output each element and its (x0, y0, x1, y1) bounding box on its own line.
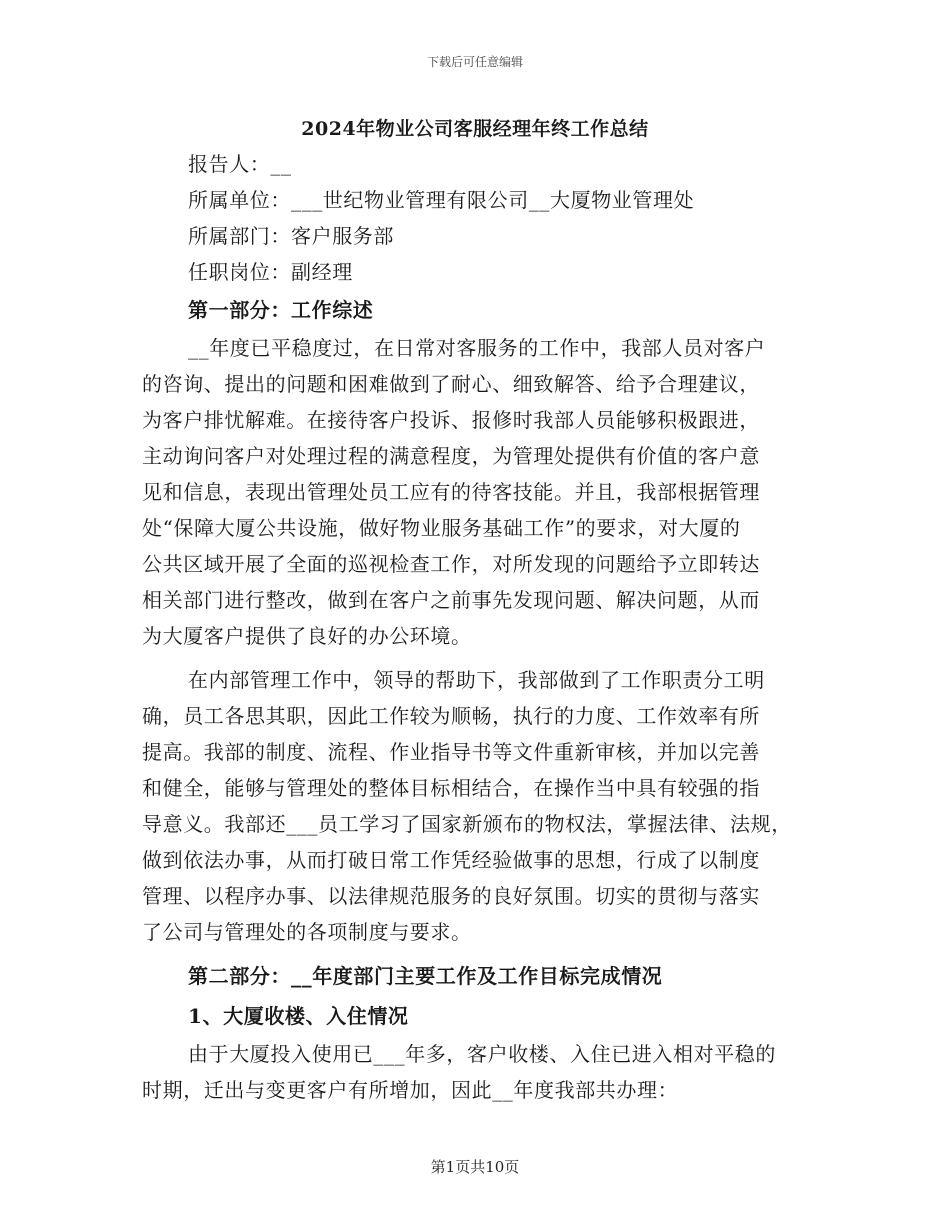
paragraph-line: 和健全，能够与管理处的整体目标相结合，在操作当中具有较强的指 (142, 776, 760, 800)
paragraph-line: 为客户排忧解难。在接待客户投诉、报修时我部人员能够积极跟进， (142, 408, 760, 432)
document-title: 2024年物业公司客服经理年终工作总结 (301, 118, 649, 140)
paragraph-line: 在内部管理工作中，领导的帮助下，我部做到了工作职责分工明 (188, 668, 765, 692)
paragraph-line: 由于大厦投入使用已___年多，客户收楼、入住已进入相对平稳的 (188, 1042, 776, 1066)
paragraph-line: 管理、以程序办事、以法律规范服务的良好氛围。切实的贯彻与落实 (142, 884, 760, 908)
paragraph-line: 的咨询、提出的问题和困难做到了耐心、细致解答、给予合理建议， (142, 372, 760, 396)
paragraph-line: 相关部门进行整改，做到在客户之前事先发现问题、解决问题，从而 (142, 588, 760, 612)
paragraph-line: 处“保障大厦公共设施，做好物业服务基础工作”的要求，对大厦的 (142, 516, 741, 540)
section-heading-2: 第二部分：__年度部门主要工作及工作目标完成情况 (188, 964, 663, 988)
paragraph-line: 了公司与管理处的各项制度与要求。 (142, 920, 472, 944)
reporter-line: 报告人：__ (188, 152, 292, 176)
department-line: 所属部门：客户服务部 (188, 224, 394, 248)
paragraph-line: 时期，迁出与变更客户有所增加，因此__年度我部共办理： (142, 1078, 679, 1102)
paragraph-line: 见和信息，表现出管理处员工应有的待客技能。并且，我部根据管理 (142, 480, 760, 504)
subsection-heading: 1、大厦收楼、入住情况 (188, 1004, 409, 1028)
paragraph-line: 主动询问客户对处理过程的满意程度，为管理处提供有价值的客户意 (142, 444, 760, 468)
paragraph-line: 公共区域开展了全面的巡视检查工作，对所发现的问题给予立即转达 (142, 552, 760, 576)
header-note: 下载后可任意编辑 (426, 55, 523, 69)
paragraph-line: 确，员工各思其职，因此工作较为顺畅，执行的力度、工作效率有所 (142, 704, 760, 728)
paragraph-line: 提高。我部的制度、流程、作业指导书等文件重新审核，并加以完善 (142, 740, 760, 764)
unit-line: 所属单位：___世纪物业管理有限公司__大厦物业管理处 (188, 188, 695, 212)
page-footer: 第1页共10页 (430, 1158, 520, 1176)
paragraph-line: 导意义。我部还___员工学习了国家新颁布的物权法，掌握法律、法规， (142, 812, 792, 836)
paragraph-line: 为大厦客户提供了良好的办公环境。 (142, 624, 472, 648)
section-heading-1: 第一部分：工作综述 (188, 298, 374, 322)
paragraph-line: 做到依法办事，从而打破日常工作凭经验做事的思想，行成了以制度 (142, 848, 760, 872)
position-line: 任职岗位：副经理 (188, 260, 353, 284)
paragraph-line: __年度已平稳度过，在日常对客服务的工作中，我部人员对客户 (188, 336, 766, 360)
